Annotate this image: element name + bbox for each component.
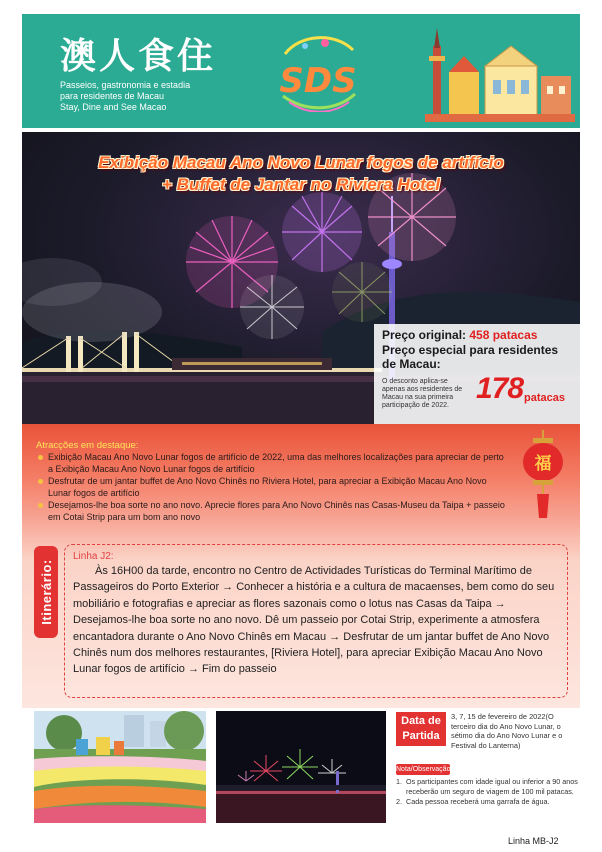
firework-burst <box>282 192 362 272</box>
itinerary-route: Linha J2: <box>73 551 114 562</box>
note-number: 1. <box>396 777 402 786</box>
departure-badge-line: Data de <box>401 715 441 727</box>
note-text: Os participantes com idade igual ou inferior a 90 anos receberão um seguro de viagem de 100 mil patacas. <box>406 777 578 796</box>
itinerary-tab-label: Itinerário: <box>38 559 54 625</box>
original-price <box>382 328 572 342</box>
logo-text: SDS <box>279 61 357 101</box>
attraction-item: Desfrutar de um jantar buffet de Ano Novo Chinês no Riviera Hotel, para apreciar a Exibição Macau Ano Novo Lunar fogos de artifício <box>36 475 506 499</box>
night-fireworks-illustration <box>216 711 386 823</box>
firework-burst <box>240 275 304 339</box>
itinerary-box <box>64 544 568 698</box>
sds-logo-icon <box>275 34 361 112</box>
notes-badge: Nota/Observação <box>396 766 451 773</box>
special-price-label-line: de Macau: <box>382 357 441 371</box>
itinerary-text: Às 16H00 da tarde, encontro no Centro de Actividades Turísticas do Terminal Marítimo de Passageiros do Porto Exterior → Conhecer a história e a cultura de macaenses, bem como do seu mobiliário e fotografias e apreciar as flores sazonais como o lotus nas Casas da Taipa → Desejamos-lhe boa sorte no ano novo. Dê um passeio por Cotai Strip, experimente a atmosfera encantadora durante o Ano Novo Chinês em Macau → Desfrutar de um jantar buffet de Ano Novo Chinês num dos melhores restaurantes, [Riviera Hotel], para apreciar Exibição Macau Ano Novo Lunar fogos de artifício → Fim do passeio <box>73 565 555 676</box>
departure-badge-line: Partida <box>402 730 440 742</box>
brand-subtitle-line: Passeios, gastronomia e estadia <box>60 80 191 90</box>
note-number: 2. <box>396 796 402 806</box>
special-price-value: 178 <box>476 372 524 405</box>
note-item <box>396 797 578 807</box>
note-text: Cada pessoa receberá uma garrafa de água. <box>406 796 550 806</box>
departure-dates: 3, 7, 15 de fevereiro de 2022(O terceiro dia do Ano Novo Lunar, o sétimo dia do Ano Novo Lunar e o Festival do Lanterna) <box>451 712 563 750</box>
macau-skyline-icon <box>425 26 575 122</box>
event-title-line: + Buffet de Jantar no Riviera Hotel <box>162 175 440 194</box>
attractions-list <box>36 451 506 523</box>
brand-subtitle-line: para residentes de Macau <box>60 91 165 101</box>
special-price-label <box>382 343 572 371</box>
attraction-item: Exibição Macau Ano Novo Lunar fogos de artifício de 2022, uma das melhores localizações para apreciar de perto a Exibição Macau Ano Novo Lunar fogos de artifício <box>36 451 506 475</box>
flower-garden-photo <box>34 711 206 823</box>
firework-burst <box>332 262 392 322</box>
lantern-icon <box>518 430 568 520</box>
price-box <box>374 324 580 424</box>
attractions-title: Atracções em destaque: <box>36 440 139 451</box>
note-item <box>396 777 578 797</box>
lantern-character: 福 <box>534 454 552 474</box>
itinerary-tab <box>34 546 58 638</box>
attraction-item: Desejamos-lhe boa sorte no ano novo. Aprecie flores para Ano Novo Chinês nas Casas-Museu da Taipa + passeio em Cotai Strip para um bom ano novo <box>36 499 506 523</box>
night-fireworks-photo <box>216 711 386 823</box>
event-title <box>22 152 580 196</box>
special-price-unit: patacas <box>524 392 565 404</box>
brand-subtitle-line: Stay, Dine and See Macao <box>60 102 167 112</box>
departure-date-badge <box>396 712 446 746</box>
brand-subtitle <box>60 80 190 113</box>
route-code: Linha MB-J2 <box>508 836 559 846</box>
original-price-value: 458 patacas <box>469 328 538 342</box>
event-title-line: Exibição Macau Ano Novo Lunar fogos de artifício <box>98 153 504 172</box>
flower-garden-illustration <box>34 711 206 823</box>
brand-title-chinese: 澳人食住 <box>60 36 217 77</box>
discount-note: O desconto aplica-se apenas aos residentes de Macau na sua primeira participação de 2022. <box>382 378 463 409</box>
notes-list <box>396 777 578 806</box>
original-price-label: Preço original: <box>382 328 467 342</box>
special-price-label-line: Preço especial para residentes <box>382 343 559 357</box>
